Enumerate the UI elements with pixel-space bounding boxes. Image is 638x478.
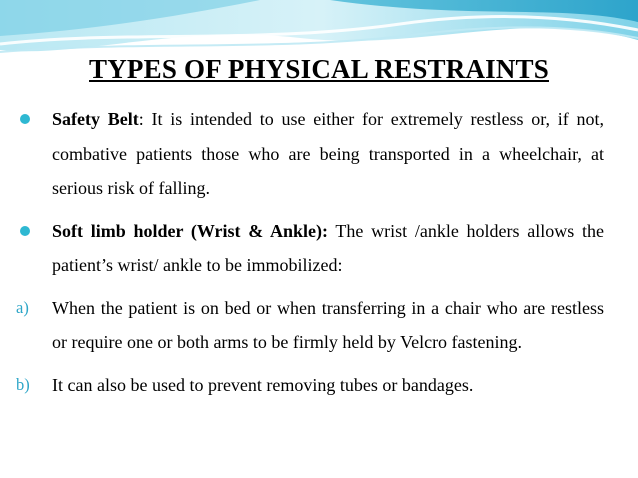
- slide-content: [18, 102, 604, 402]
- sub-item-text: When the patient is on bed or when transferring in a chair who are restless or require one or both arms to be firmly held by Velcro fastening.: [52, 297, 604, 352]
- sub-item-b: [18, 368, 604, 403]
- bullet-dot-icon: [20, 226, 30, 236]
- sub-item-a: [18, 291, 604, 360]
- bullet-safety-belt: [18, 102, 604, 206]
- sub-item-marker: b): [16, 374, 30, 394]
- bullet-term: Safety Belt: [52, 109, 139, 129]
- slide-title: TYPES OF PHYSICAL RESTRAINTS: [89, 54, 549, 84]
- bullet-term: Soft limb holder (Wrist & Ankle):: [52, 220, 328, 241]
- sub-item-text: It can also be used to prevent removing tubes or bandages.: [52, 374, 474, 395]
- bullet-dot-icon: [20, 114, 30, 124]
- bullet-text: : It is intended to use either for extremely restless or, if not, combative patients those who are being transported in a wheelchair, at serious risk of falling.: [52, 109, 605, 198]
- bullet-marker: [18, 214, 48, 249]
- bullet-text: The wrist /ankle holders allows the patient’s wrist/ ankle to be immobilized:: [52, 220, 604, 275]
- bullet-marker: [18, 102, 48, 137]
- bullet-soft-limb-holder: [18, 214, 604, 283]
- sub-item-marker: a): [16, 297, 29, 317]
